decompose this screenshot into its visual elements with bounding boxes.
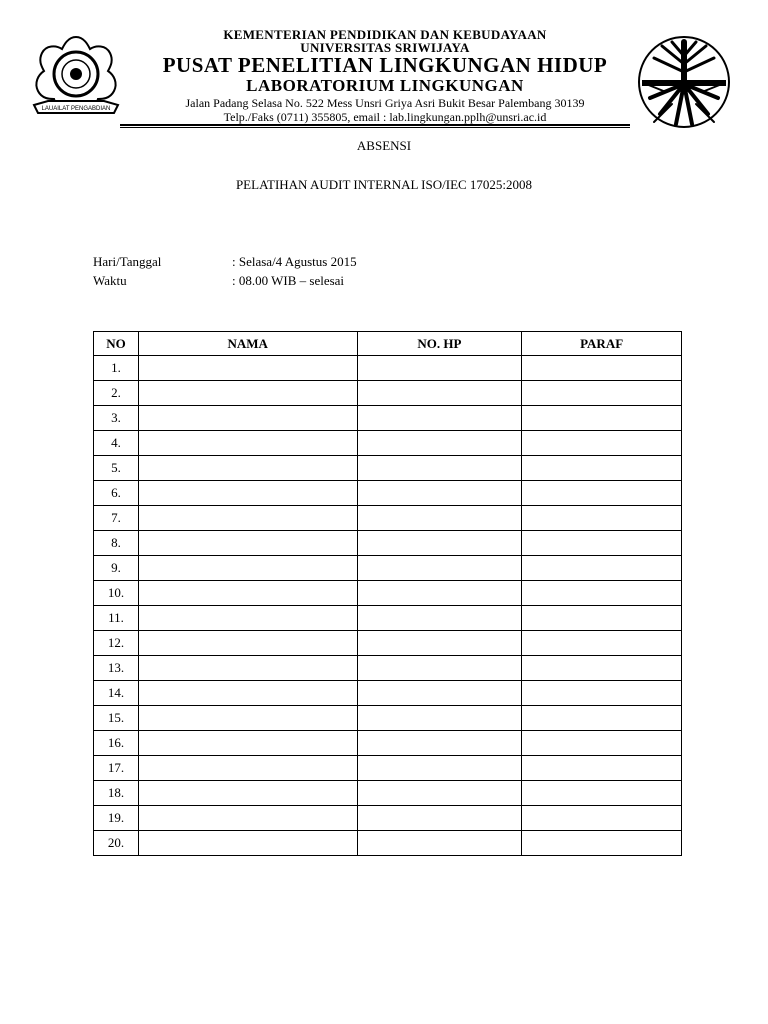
signature-cell [522,781,682,806]
row-number-cell: 13. [94,656,139,681]
name-cell [138,756,357,781]
logo-banner-text: LAUAILAT PENGABDIAN [41,106,111,112]
phone-cell [357,731,522,756]
row-number-cell: 6. [94,481,139,506]
table-row [94,506,682,531]
name-cell [138,456,357,481]
header-no: NO [94,332,139,356]
date-row [93,254,357,270]
phone-cell [357,656,522,681]
phone-cell [357,781,522,806]
name-cell [138,806,357,831]
signature-cell [522,531,682,556]
name-cell [138,631,357,656]
name-cell [138,506,357,531]
signature-cell [522,631,682,656]
table-row [94,706,682,731]
tree-logo [636,34,732,130]
phone-cell [357,581,522,606]
document-title: ABSENSI [356,138,412,153]
signature-cell [522,656,682,681]
table-row [94,681,682,706]
row-number-cell: 10. [94,581,139,606]
table-row [94,431,682,456]
table-header-row [94,332,682,356]
phone-cell [357,631,522,656]
table-row [94,356,682,381]
signature-cell [522,481,682,506]
name-cell [138,731,357,756]
signature-cell [522,756,682,781]
signature-cell [522,431,682,456]
name-cell [138,431,357,456]
table-row [94,581,682,606]
signature-cell [522,556,682,581]
header-no-hp: NO. HP [357,332,522,356]
name-cell [138,381,357,406]
laboratory-name: LABORATORIUM LINGKUNGAN [246,76,524,95]
name-cell [138,581,357,606]
name-cell [138,656,357,681]
phone-cell [357,706,522,731]
university-logo [30,33,122,121]
table-row [94,631,682,656]
row-number-cell: 17. [94,756,139,781]
name-cell [138,531,357,556]
phone-cell [357,381,522,406]
signature-cell [522,706,682,731]
name-cell [138,781,357,806]
table-row [94,381,682,406]
name-cell [138,831,357,856]
name-cell [138,481,357,506]
signature-cell [522,406,682,431]
phone-cell [357,481,522,506]
phone-cell [357,606,522,631]
table-row [94,731,682,756]
attendance-table [93,331,682,856]
university-name: UNIVERSITAS SRIWIJAYA [300,40,470,55]
time-value: : 08.00 WIB – selesai [232,273,345,288]
row-number-cell: 7. [94,506,139,531]
header-rule-thick [120,124,630,126]
signature-cell [522,381,682,406]
row-number-cell: 8. [94,531,139,556]
phone-cell [357,831,522,856]
table-row [94,406,682,431]
table-row [94,781,682,806]
table-row [94,556,682,581]
contact-line: Telp./Faks (0711) 355805, email : lab.lingkungan.pplh@unsri.ac.id [223,110,547,124]
time-row [93,273,344,289]
signature-cell [522,606,682,631]
phone-cell [357,356,522,381]
phone-cell [357,431,522,456]
address-line: Jalan Padang Selasa No. 522 Mess Unsri Griya Asri Bukit Besar Palembang 30139 [185,96,585,110]
row-number-cell: 15. [94,706,139,731]
table-row [94,606,682,631]
row-number-cell: 12. [94,631,139,656]
header-nama: NAMA [138,332,357,356]
center-name: PUSAT PENELITIAN LINGKUNGAN HIDUP [162,53,608,77]
date-value: : Selasa/4 Agustus 2015 [232,254,357,269]
signature-cell [522,356,682,381]
row-number-cell: 9. [94,556,139,581]
name-cell [138,681,357,706]
row-number-cell: 14. [94,681,139,706]
name-cell [138,406,357,431]
phone-cell [357,806,522,831]
row-number-cell: 11. [94,606,139,631]
date-label: Hari/Tanggal [93,254,162,269]
letterhead [0,0,768,130]
signature-cell [522,506,682,531]
row-number-cell: 20. [94,831,139,856]
table-row [94,531,682,556]
table-row [94,831,682,856]
phone-cell [357,531,522,556]
row-number-cell: 19. [94,806,139,831]
signature-cell [522,806,682,831]
phone-cell [357,681,522,706]
table-row [94,656,682,681]
name-cell [138,706,357,731]
row-number-cell: 18. [94,781,139,806]
name-cell [138,556,357,581]
signature-cell [522,581,682,606]
name-cell [138,606,357,631]
table-row [94,481,682,506]
phone-cell [357,556,522,581]
signature-cell [522,681,682,706]
phone-cell [357,456,522,481]
row-number-cell: 3. [94,406,139,431]
row-number-cell: 2. [94,381,139,406]
header-paraf: PARAF [522,332,682,356]
row-number-cell: 1. [94,356,139,381]
row-number-cell: 4. [94,431,139,456]
document-subtitle: PELATIHAN AUDIT INTERNAL ISO/IEC 17025:2008 [235,177,533,192]
table-row [94,756,682,781]
header-rule-thin [120,127,630,128]
table-row [94,456,682,481]
signature-cell [522,456,682,481]
signature-cell [522,831,682,856]
phone-cell [357,506,522,531]
signature-cell [522,731,682,756]
row-number-cell: 16. [94,731,139,756]
time-label: Waktu [93,273,127,288]
name-cell [138,356,357,381]
phone-cell [357,756,522,781]
phone-cell [357,406,522,431]
ministry-name: KEMENTERIAN PENDIDIKAN DAN KEBUDAYAAN [223,27,547,42]
table-row [94,806,682,831]
row-number-cell: 5. [94,456,139,481]
